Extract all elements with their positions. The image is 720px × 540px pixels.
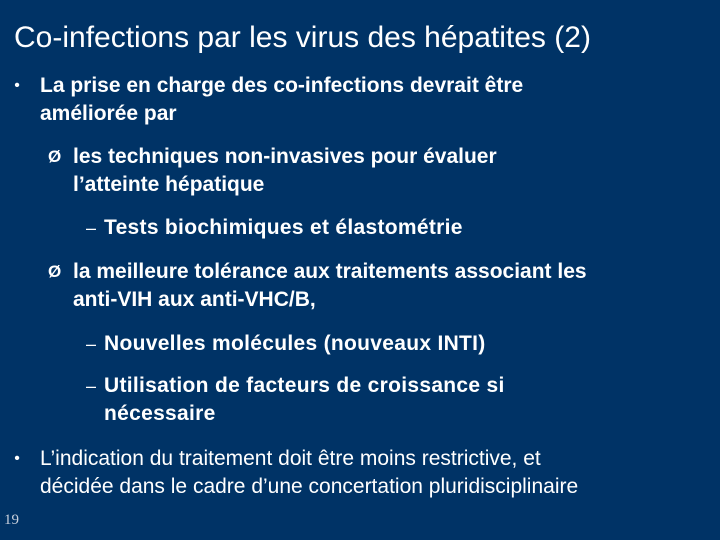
bullet-icon: • [14, 450, 20, 467]
detail-text: Nouvelles molécules (nouveaux INTI) [104, 332, 486, 355]
bullet-text [40, 72, 710, 128]
sub-item-line: l’atteinte hépatique [73, 173, 265, 196]
bullet-line: La prise en charge des co-infections devrait être [40, 74, 524, 97]
bullet-icon: • [14, 77, 20, 94]
dash-icon: – [86, 376, 97, 396]
arrow-icon: Ø [48, 262, 62, 281]
bullet-line: améliorée par [40, 102, 177, 125]
sub-item-text [73, 143, 713, 199]
bullet-text [40, 445, 710, 501]
arrow-icon: Ø [48, 147, 62, 166]
bullet-line: décidée dans le cadre d’une concertation pluridisciplinaire [40, 475, 579, 498]
bullet-line: L’indication du traitement doit être moins restrictive, et [40, 447, 541, 470]
detail-line: Utilisation de facteurs de croissance si [104, 374, 505, 397]
detail-text [104, 372, 664, 428]
sub-item-text [73, 258, 713, 314]
slide-title: Co-infections par les virus des hépatites (2) [14, 21, 591, 54]
dash-icon: – [86, 334, 97, 354]
detail-line: nécessaire [104, 402, 216, 425]
detail-text: Tests biochimiques et élastométrie [104, 216, 463, 239]
dash-icon: – [86, 218, 97, 238]
page-number: 19 [4, 512, 19, 528]
sub-item-line: anti-VIH aux anti-VHC/B, [73, 288, 316, 311]
sub-item-line: la meilleure tolérance aux traitements associant les [73, 260, 587, 283]
sub-item-line: les techniques non-invasives pour évaluer [73, 145, 497, 168]
